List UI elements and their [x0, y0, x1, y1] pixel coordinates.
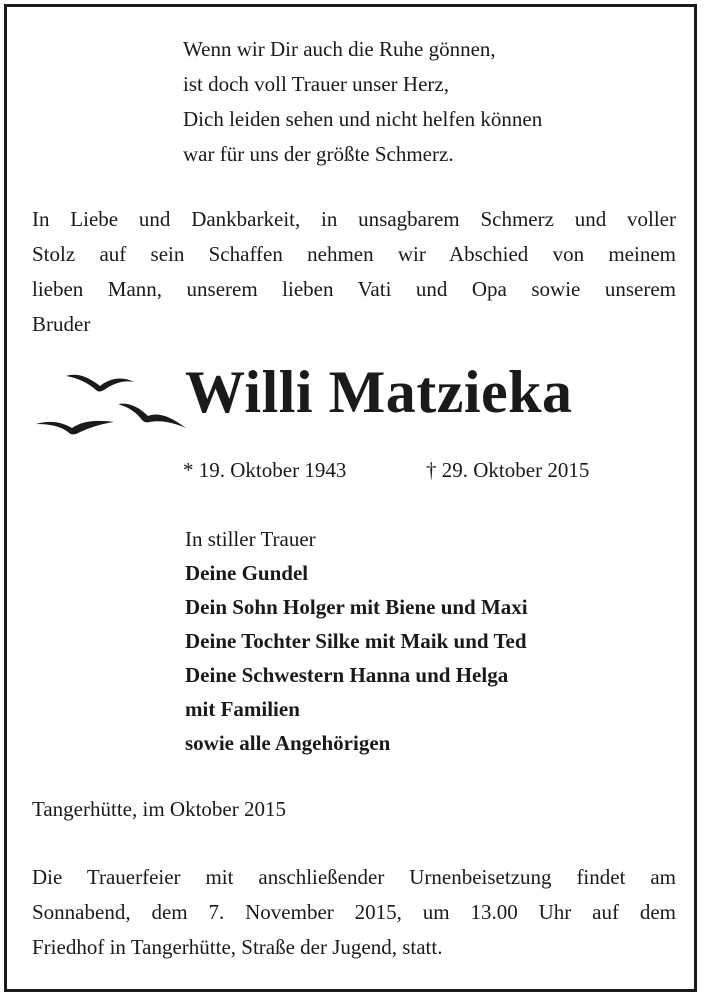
mourner-line: Deine Schwestern Hanna und Helga	[185, 663, 509, 687]
mourners-list	[185, 522, 528, 760]
funeral-line: Die Trauerfeier mit anschließender Urnenbeisetzung findet am	[32, 865, 676, 889]
poem-line: war für uns der größte Schmerz.	[183, 142, 454, 166]
farewell-line: In Liebe und Dankbarkeit, in unsagbarem Schmerz und voller	[32, 207, 676, 231]
mourner-line: mit Familien	[185, 697, 300, 721]
funeral-line: Friedhof in Tangerhütte, Straße der Jugend, statt.	[32, 935, 443, 959]
deceased-name: Willi Matzieka	[185, 359, 573, 425]
birth-date: * 19. Oktober 1943	[183, 458, 347, 482]
farewell-line: Stolz auf sein Schaffen nehmen wir Abschied von meinem	[32, 242, 676, 266]
funeral-line: Sonnabend, dem 7. November 2015, um 13.00 Uhr auf dem	[32, 900, 676, 924]
flying-birds-icon	[34, 368, 194, 438]
farewell-line: lieben Mann, unserem lieben Vati und Opa sowie unserem	[32, 277, 676, 301]
memorial-poem	[183, 32, 542, 172]
poem-line: Wenn wir Dir auch die Ruhe gönnen,	[183, 37, 496, 61]
mourners-heading: In stiller Trauer	[185, 527, 316, 551]
funeral-details	[32, 860, 676, 965]
poem-line: ist doch voll Trauer unser Herz,	[183, 72, 449, 96]
mourner-line: Dein Sohn Holger mit Biene und Maxi	[185, 595, 528, 619]
poem-line: Dich leiden sehen und nicht helfen können	[183, 107, 543, 131]
place-and-date: Tangerhütte, im Oktober 2015	[32, 797, 286, 821]
mourner-line: Deine Tochter Silke mit Maik und Ted	[185, 629, 527, 653]
mourner-line: Deine Gundel	[185, 561, 309, 585]
death-date: † 29. Oktober 2015	[426, 458, 590, 482]
farewell-text	[32, 202, 676, 342]
farewell-line: Bruder	[32, 312, 91, 336]
mourner-line: sowie alle Angehörigen	[185, 731, 391, 755]
